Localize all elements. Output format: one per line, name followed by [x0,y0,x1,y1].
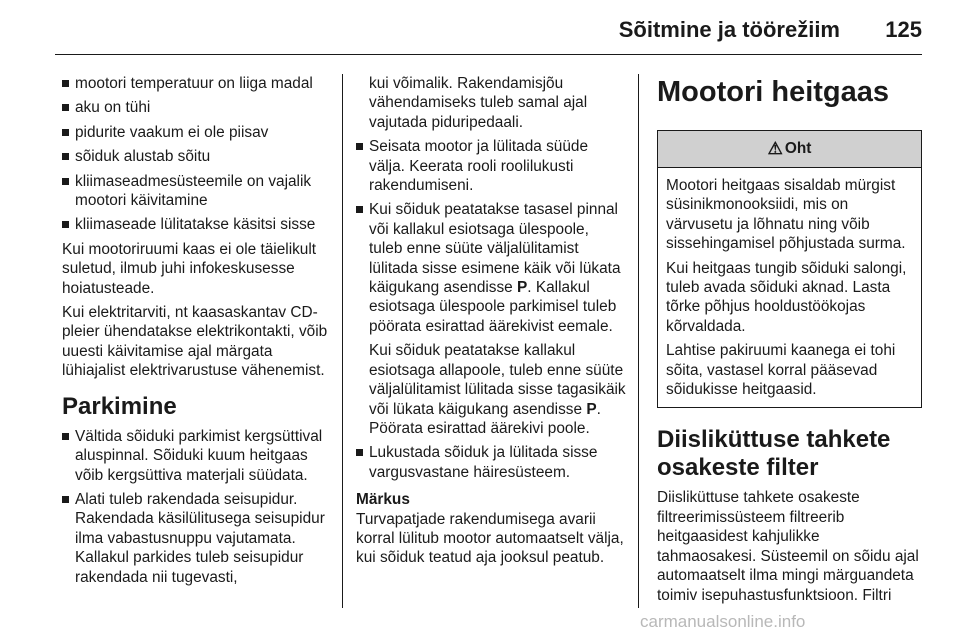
column-divider-1 [342,74,343,608]
danger-text: Mootori heitgaas sisaldab mürgist süsinikmonooksiidi, mis on värvusetu ja lõhnatu ning võib sissehingamisel põhjustada surma. [666,177,906,253]
text-run: . Kallakul esiotsaga ülespoole parkimisel tuleb pöörata esirattad äärekivist eemale. [369,279,617,335]
paragraph-voltage-drop: Kui elektritarviti, nt kaasaskantav CD-pleier ühendatakse elektrikontakti, võib uuesti käivitamise ajal märgata lühiajalist elektrivarustuse vähenemist. [62,304,328,380]
list-item: Vältida sõiduki parkimist kergsüttival aluspinnal. Sõiduki kuum heitgaas võib kergsüttiva materjali süüdata. [62,427,330,485]
column-3 [657,74,922,610]
danger-box-header [658,131,921,168]
note-text: Turvapatjade rakendumisega avarii korral lülitub mootor automaatselt välja, kui sõiduk teatud aja jooksul peatub. [356,510,624,567]
paragraph-continued: kui võimalik. Rakendamisjõu vähendamiseks tuleb samal ajal vajutada piduripedaali. [369,75,588,131]
danger-box-body [658,168,921,407]
list-item: Seisata mootor ja lülitada süüde välja. Keerata rooli roolilukusti rakendumiseni. [356,137,626,195]
header-rule [55,54,922,55]
list-item: Alati tuleb rakendada seisupidur. Rakendada käsilülitusega seisupidur ilma vabastusnuppu vajutamata. Kallakul parkides tuleb seisupidur rakendada nii tugevasti, [62,490,330,587]
section-heading-dpf: Diisliküttuse tahkete osakeste filter [657,426,891,482]
column-2 [356,74,626,573]
paragraph-downhill [369,341,626,438]
column-divider-2 [638,74,639,608]
danger-text: Kui heitgaas tungib sõiduki salongi, tuleb avada sõiduki aknad. Lasta tõrke põhjus hooldustöökojas kõrvaldada. [666,259,907,335]
list-item: kliimaseadmesüsteemile on vajalik mootori käivitamine [62,172,330,211]
list-item: pidurite vaakum ei ole piisav [62,123,330,142]
paragraph-hood-warning: Kui mootoriruumi kaas ei ole täielikult suletud, ilmub juhi infokeskusesse hoiatusteade. [62,240,317,297]
danger-box [657,130,922,408]
note-label: Märkus [356,491,410,509]
section-heading-exhaust: Mootori heitgaas [657,76,890,108]
text-run: Kui sõiduk peatatakse tasasel pinnal või kallakul esiotsaga ülespoole, tuleb enne süüte väljalülitamist lülitada sisse esimene käik või lükata käigukang asendisse [369,201,621,297]
list-item: sõiduk alustab sõitu [62,147,330,166]
page-number: 125 [885,17,922,42]
gear-p-label: P [586,400,597,418]
list-item: mootori temperatuur on liiga madal [62,74,330,93]
list-item: aku on tühi [62,98,330,117]
column-1 [62,74,330,592]
section-heading-parking: Parkimine [62,392,177,420]
watermark: carmanualsonline.info [640,612,806,631]
paragraph-dpf: Diisliküttuse tahkete osakeste filtreerimissüsteem filtreerib heitgaasidest kahjulikke tahmaosakesi. Süsteemil on sõidu ajal automaatselt ilma mingi märguandeta toimiv isepuhastusfunktsioon. Filtri [657,489,919,604]
parking-list-last [356,443,626,482]
parking-list [62,427,330,587]
danger-text: Lahtise pakiruumi kaanega ei tohi sõita, vastasel korral pääsevad sõidukisse heitgaasid. [666,342,896,399]
page-header [0,0,960,58]
list-item [356,200,626,336]
danger-box-title: Oht [784,140,812,158]
text-run: . Pöörata esirattad äärekivi poole. [369,400,601,437]
parking-list-continued [356,137,626,336]
list-item: kliimaseade lülitatakse käsitsi sisse [62,215,330,234]
condition-list [62,74,330,235]
list-item: Lukustada sõiduk ja lülitada sisse vargusvastane häiresüsteem. [356,443,626,482]
text-run: Kui sõiduk peatatakse kallakul esiotsaga allapoole, tuleb enne süüte väljalülitamist lülitada sisse tagasikäik või lükata käigukang asendisse [369,342,626,418]
warning-triangle-icon: ⚠ [767,139,783,159]
gear-p-label: P [517,279,528,297]
header-title: Sõitmine ja töörežiim [618,17,840,42]
